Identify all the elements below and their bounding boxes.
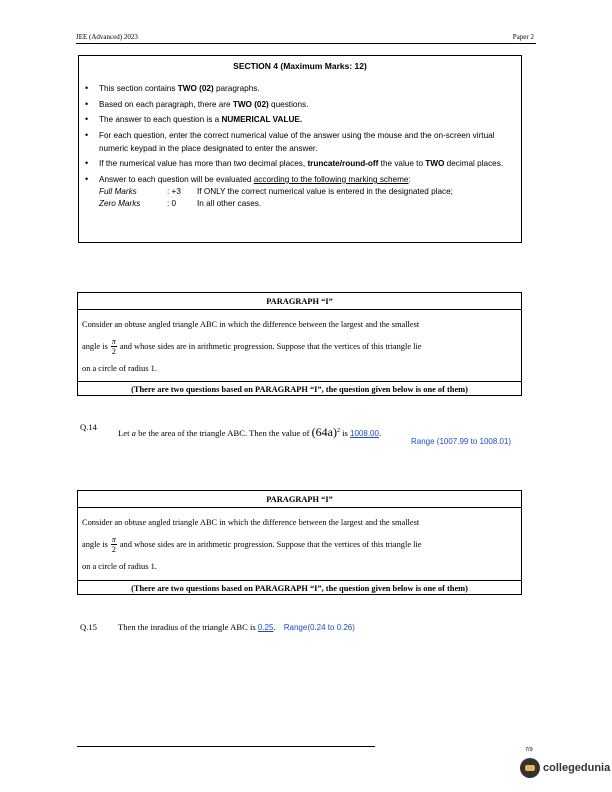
instruction-item: • Based on each paragraph, there are TWO (02) questions. bbox=[85, 98, 309, 109]
fraction-pi-over-2: $\frac{\pi}{2}$ bbox=[111, 337, 116, 356]
question-number: Q.15 bbox=[80, 622, 97, 632]
paragraph-title: PARAGRAPH “I” bbox=[78, 293, 521, 310]
expression: (64a) bbox=[311, 425, 337, 439]
page-number: 7/9 bbox=[525, 747, 533, 753]
paragraph-box-2 bbox=[77, 490, 522, 595]
question-number: Q.14 bbox=[80, 422, 97, 432]
paragraph-note: (There are two questions based on PARAGRAPH “I”, the question given below is one of them) bbox=[78, 381, 521, 397]
question-14-text: Let a be the area of the triangle ABC. Then the value of $(64a)^2$ is 1008.00. bbox=[118, 425, 382, 439]
paragraph-body: Consider an obtuse angled triangle ABC in which the difference between the largest and the smallest angle is $\frac{\pi}{2}$ and whose sides are in arithmetic progression. Suppose that the vertices of this triangle lie on a circle of radius 1. bbox=[82, 320, 422, 373]
header-divider bbox=[76, 43, 536, 44]
instruction-item: • Answer to each question will be evaluated according to the following marking scheme: Full Marks : +3 If ONLY the correct numerical value is entered in the designated place; Zero Marks : 0 In all other cases. bbox=[85, 173, 515, 210]
marking-zero: Zero Marks : 0 In all other cases. bbox=[99, 198, 262, 208]
header-paper: Paper 2 bbox=[512, 33, 534, 41]
section-title: SECTION 4 (Maximum Marks: 12) bbox=[233, 61, 367, 71]
instruction-item: • The answer to each question is a NUMERICAL VALUE. bbox=[85, 114, 303, 125]
brand-logo: collegedunia bbox=[520, 758, 610, 778]
instruction-list bbox=[85, 82, 515, 213]
footnote-divider bbox=[77, 746, 375, 747]
answer-value: 0.25 bbox=[257, 623, 274, 632]
instruction-item: • If the numerical value has more than two decimal places, truncate/round-off the value to TWO decimal places. bbox=[85, 158, 504, 169]
answer-value: 1008.00 bbox=[350, 429, 379, 438]
paragraph-body: Consider an obtuse angled triangle ABC in which the difference between the largest and the smallest angle is $\frac{\pi}{2}$ and whose sides are in arithmetic progression. Suppose that the vertices of this triangle lie on a circle of radius 1. bbox=[82, 518, 422, 571]
fraction-pi-over-2: $\frac{\pi}{2}$ bbox=[111, 535, 116, 554]
question-15-text: Then the inradius of the triangle ABC is 0.25. Range(0.24 to 0.26) bbox=[118, 622, 355, 632]
header-exam-name: JEE (Advanced) 2023 bbox=[76, 33, 138, 41]
answer-range: Range (1007.99 to 1008.01) bbox=[411, 437, 512, 446]
instruction-item: • This section contains TWO (02) paragraphs. bbox=[85, 83, 260, 93]
marking-full: Full Marks : +3 If ONLY the correct numerical value is entered in the designated place; bbox=[99, 186, 453, 196]
paragraph-title: PARAGRAPH “I” bbox=[78, 491, 521, 508]
mascot-icon bbox=[520, 758, 540, 778]
section-instructions-box bbox=[78, 55, 522, 243]
paragraph-box-1 bbox=[77, 292, 522, 396]
instruction-item: • For each question, enter the correct numerical value of the answer using the mouse and the on-screen virtual numeric keypad in the place designated to enter the answer. bbox=[85, 129, 495, 153]
answer-range: Range(0.24 to 0.26) bbox=[283, 623, 355, 632]
paragraph-note: (There are two questions based on PARAGRAPH “I”, the question given below is one of them) bbox=[78, 580, 521, 596]
